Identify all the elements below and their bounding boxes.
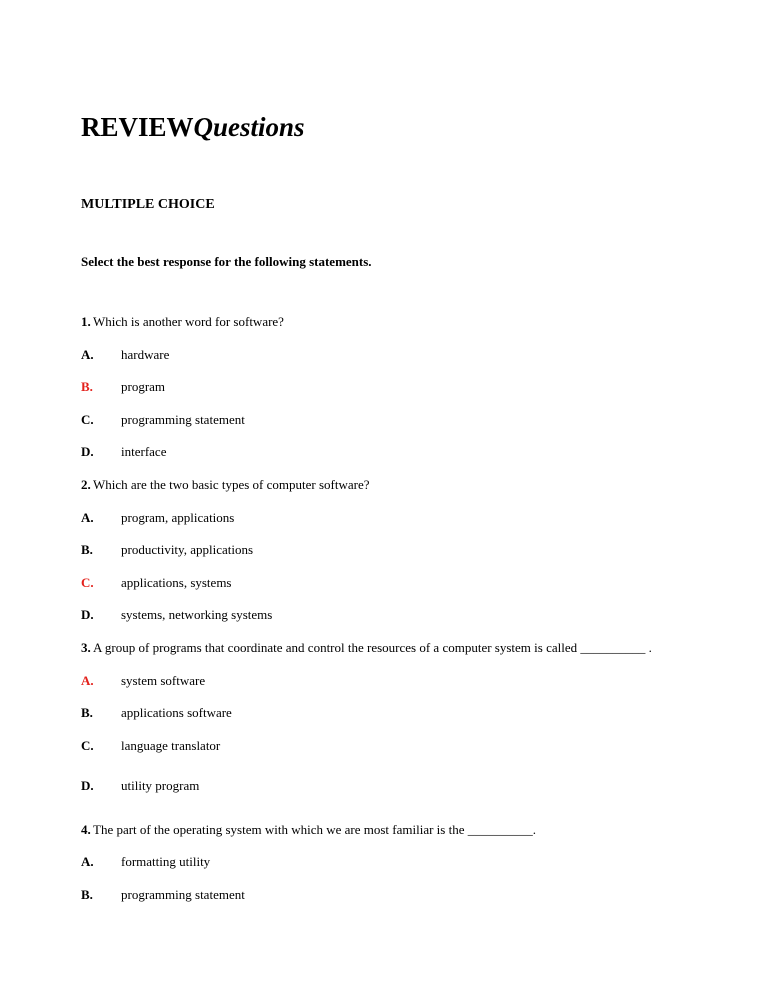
option-3-c — [81, 737, 761, 777]
option-1-d — [81, 443, 761, 476]
question-2 — [81, 476, 761, 509]
question-text: A group of programs that coordinate and control the resources of a computer system is called __________ . — [93, 639, 652, 655]
option-3-a — [81, 672, 761, 705]
option-text: formatting utility — [121, 854, 211, 870]
option-text: language translator — [121, 737, 221, 753]
question-list — [81, 313, 761, 919]
option-1-b — [81, 378, 761, 411]
option-letter: B. — [81, 887, 93, 903]
question-text: Which is another word for software? — [93, 314, 284, 329]
option-letter: A. — [81, 509, 94, 525]
option-letter: B. — [81, 542, 93, 558]
section-heading: MULTIPLE CHOICE — [81, 197, 215, 212]
option-text: hardware — [121, 346, 170, 362]
option-letter: A. — [81, 346, 94, 362]
option-3-d — [81, 777, 761, 821]
option-letter: A. — [81, 672, 94, 688]
option-2-d — [81, 606, 761, 639]
option-text: program — [121, 379, 166, 395]
option-text: applications software — [121, 705, 232, 721]
option-1-a — [81, 346, 761, 379]
option-text: program, applications — [121, 509, 235, 525]
question-1 — [81, 313, 761, 346]
title-bold: REVIEW — [81, 112, 194, 142]
page-title — [81, 112, 305, 143]
option-text: productivity, applications — [121, 542, 254, 558]
option-2-c — [81, 574, 761, 607]
option-1-c — [81, 411, 761, 444]
option-letter: B. — [81, 379, 93, 395]
title-italic: Questions — [193, 112, 305, 142]
option-letter: A. — [81, 854, 94, 870]
question-number: 4. — [81, 821, 91, 837]
option-letter: C. — [81, 737, 94, 753]
option-letter: C. — [81, 411, 94, 427]
option-text: programming statement — [121, 887, 245, 903]
option-4-b — [81, 886, 761, 919]
question-number: 2. — [81, 476, 91, 492]
option-4-a — [81, 853, 761, 886]
option-text: system software — [121, 672, 206, 688]
option-text: programming statement — [121, 411, 245, 427]
instructions: Select the best response for the following statements. — [81, 254, 372, 269]
option-2-a — [81, 509, 761, 542]
option-text: applications, systems — [121, 574, 232, 590]
option-text: utility program — [121, 777, 200, 793]
option-letter: D. — [81, 777, 94, 793]
option-text: systems, networking systems — [121, 607, 273, 623]
question-3 — [81, 639, 761, 672]
question-text: Which are the two basic types of computer software? — [93, 476, 370, 492]
question-number: 3. — [81, 639, 91, 655]
option-letter: D. — [81, 444, 94, 460]
question-text: The part of the operating system with which we are most familiar is the __________. — [93, 821, 536, 837]
option-2-b — [81, 541, 761, 574]
option-text: interface — [121, 444, 167, 460]
option-letter: C. — [81, 574, 94, 590]
option-letter: B. — [81, 705, 93, 721]
option-letter: D. — [81, 607, 94, 623]
question-number: 1. — [81, 314, 91, 329]
question-4 — [81, 821, 761, 854]
option-3-b — [81, 704, 761, 737]
